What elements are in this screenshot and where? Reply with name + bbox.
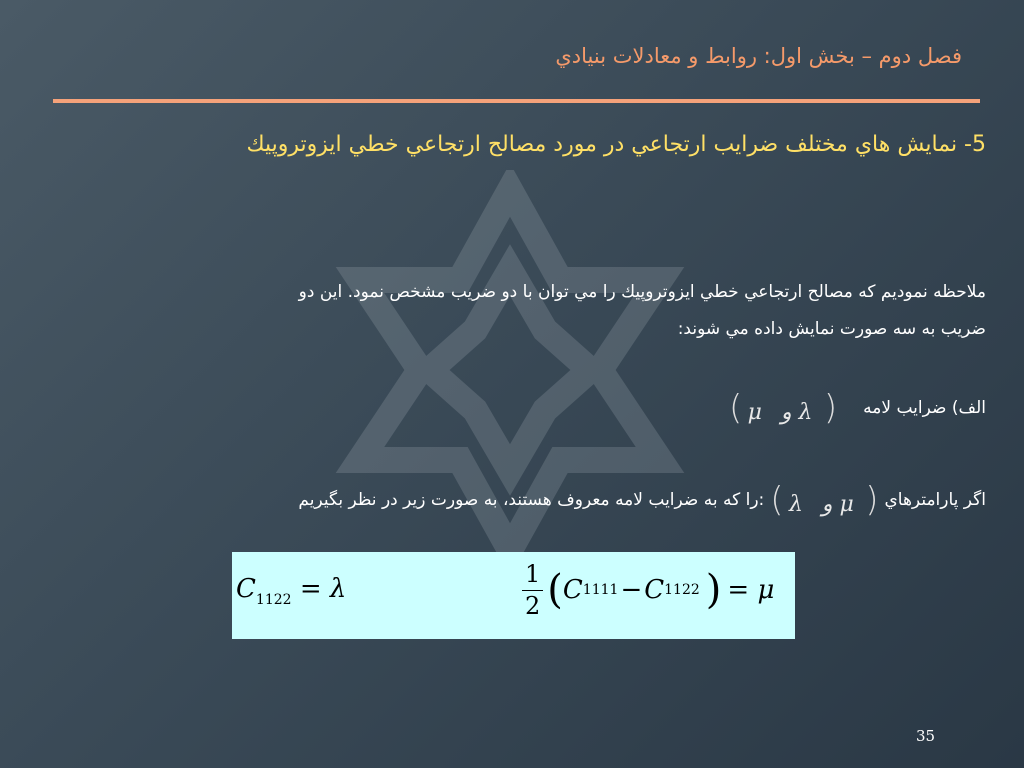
fraction-numerator: 1 [522, 558, 543, 591]
eq1-rhs: = λ [299, 574, 347, 604]
eq2-var-a: C [562, 574, 583, 605]
right-paren: ) [865, 480, 879, 520]
params-formula [770, 480, 878, 520]
paragraph-line-1: ملاحظه نموديم كه مصالح ارتجاعي خطي ايزوتروپيك را مي توان با دو ضريب مشخص نمود. اين دو [298, 282, 986, 302]
left-paren: ( [770, 480, 784, 520]
half-fraction [522, 558, 543, 621]
equation-box [232, 552, 795, 639]
section-title: 5- نمايش هاي مختلف ضرايب ارتجاعي در مورد مصالح ارتجاعي خطي ايزوتروپيك [246, 132, 986, 157]
eq2-minus: − [620, 574, 643, 605]
lame-formula [729, 388, 837, 428]
params-text-before: اگر پارامترهاي [884, 490, 986, 510]
eq1-variable: C [236, 574, 256, 604]
eq2-left-paren: ( [547, 566, 563, 613]
left-paren: ( [728, 388, 743, 428]
header-divider [53, 99, 980, 103]
equation-lambda [236, 574, 346, 608]
eq2-sub-b: 1122 [664, 581, 700, 598]
eq2-sub-a: 1111 [582, 581, 619, 598]
eq2-rhs: = μ [727, 574, 775, 605]
params-text-after: را كه به ضرايب لامه معروف هستند، به صورت زير در نظر بگيريم: [298, 490, 765, 510]
params-formula-text: λ و μ [788, 492, 860, 517]
right-paren: ) [823, 388, 838, 428]
page-number: 35 [916, 727, 936, 745]
lame-formula-text: μ و λ [747, 400, 819, 425]
eq2-var-b: C [644, 574, 665, 605]
eq2-right-paren: ) [705, 566, 722, 613]
paragraph-line-2: ضريب به سه صورت نمايش داده مي شوند: [677, 319, 986, 339]
eq1-subscript: 1122 [255, 592, 292, 608]
equation-mu [522, 558, 774, 621]
parameters-row [298, 480, 986, 520]
fraction-denominator: 2 [525, 592, 541, 620]
lame-label: الف) ضرايب لامه [863, 398, 986, 418]
chapter-header: فصل دوم – بخش اول: روابط و معادلات بنيادي [555, 44, 962, 68]
intro-paragraph [36, 274, 986, 348]
lame-coefficients-row [729, 388, 986, 428]
